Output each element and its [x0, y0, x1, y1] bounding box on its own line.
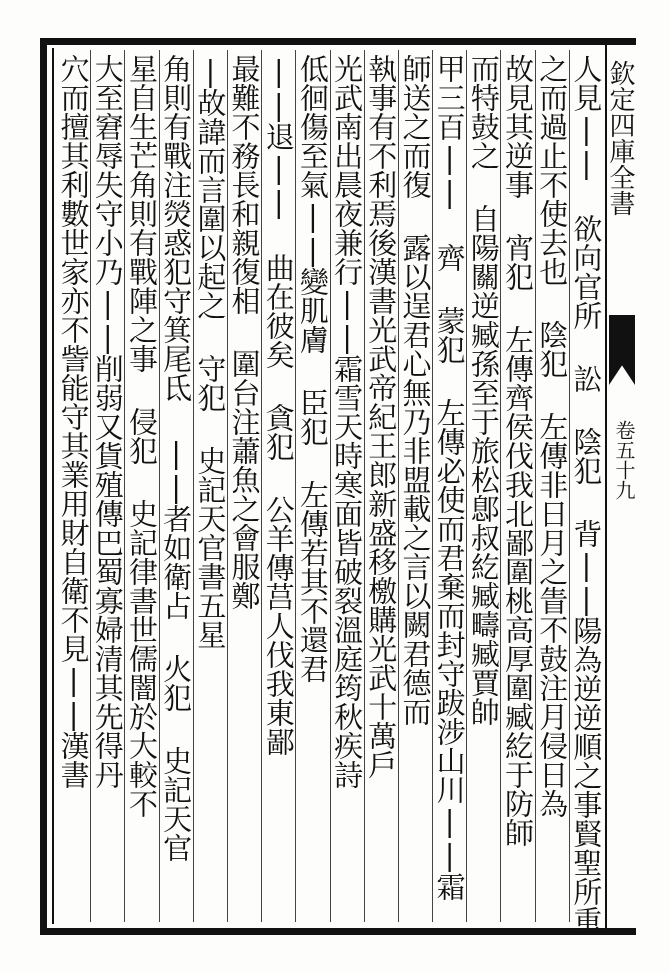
column-rule — [261, 50, 262, 922]
frame-left-border — [40, 38, 47, 935]
text-column: 大至窘辱失守小乃||削弱又貨殖傳巴蜀寡婦清其先得丹 — [90, 54, 125, 789]
frame-bottom-border — [40, 928, 636, 935]
center-fold-margin — [605, 60, 636, 920]
frame-top-border — [40, 38, 636, 45]
text-column: 故見其逆事 宵犯 左傳齊侯伐我北鄙圍桃高厚圍臧紇于防師 — [501, 54, 536, 847]
column-rule — [295, 50, 296, 922]
text-column: 師送之而復 露以逞君心無乃非盟載之言以闕君德而 — [398, 54, 433, 726]
text-column: 人見|| 欲向官所 訟 陰犯 背||陽為逆逆順之事賢聖所重 — [569, 54, 604, 935]
text-column: 甲三百|| 齊 蒙犯 左傳必使而君棄而封守跋涉山川||霜 — [432, 54, 467, 901]
text-column: 低徊傷至氣||變肌膚 臣犯 左傳若其不還君 — [295, 54, 330, 683]
column-rule — [535, 50, 536, 922]
text-column: 執事有不利焉後漢書光武帝紀王郎新盛移檄購光武十萬戶 — [364, 54, 399, 779]
column-rule — [432, 50, 433, 922]
column-rule — [159, 50, 160, 922]
volume-number: 卷五十九 — [612, 420, 636, 500]
column-rule — [330, 50, 331, 922]
column-rule — [193, 50, 194, 922]
text-column: 穴而擅其利數世家亦不訾能守其業用財自衛不見||漢書 — [56, 54, 91, 789]
column-rule — [466, 50, 467, 922]
fish-tail-mark — [609, 315, 635, 385]
text-column: 最難不務長和親復相 圍台注蕭魚之會服鄭 — [227, 54, 262, 610]
text-column: 星自生芒角則有戰陣之事 侵犯 史記律書世儒闇於大較不 — [124, 54, 159, 818]
column-rule — [124, 50, 125, 922]
text-column: 光武南出晨夜兼行||霜雪天時寒面皆破裂溫庭筠秋疾詩 — [330, 54, 365, 789]
column-rule — [500, 50, 501, 922]
text-column: 角則有戰注熒惑犯守箕尾氐 ||者如衛占 火犯 史記天官 — [159, 54, 194, 862]
column-rule — [90, 50, 91, 922]
text-column: ||退|| 曲在彼矣 貪犯 公羊傳莒人伐我東鄙 — [261, 54, 296, 756]
text-column: 而特鼓之 自陽關逆臧孫至于旅松鄎叔紇臧疇臧賈帥 — [466, 54, 501, 726]
frame-inner-left-border — [52, 48, 54, 924]
column-rule — [398, 50, 399, 922]
column-rule — [227, 50, 228, 922]
column-rule — [364, 50, 365, 922]
text-column: 之而過止不使去也 陰犯 左傳非日月之眚不鼓注月侵日為 — [535, 54, 570, 818]
text-column: |故諱而言圍以起之 守犯 史記天官書五星 — [193, 54, 228, 649]
column-rule — [569, 50, 570, 922]
book-title: 欽定四庫全書 — [605, 60, 635, 216]
